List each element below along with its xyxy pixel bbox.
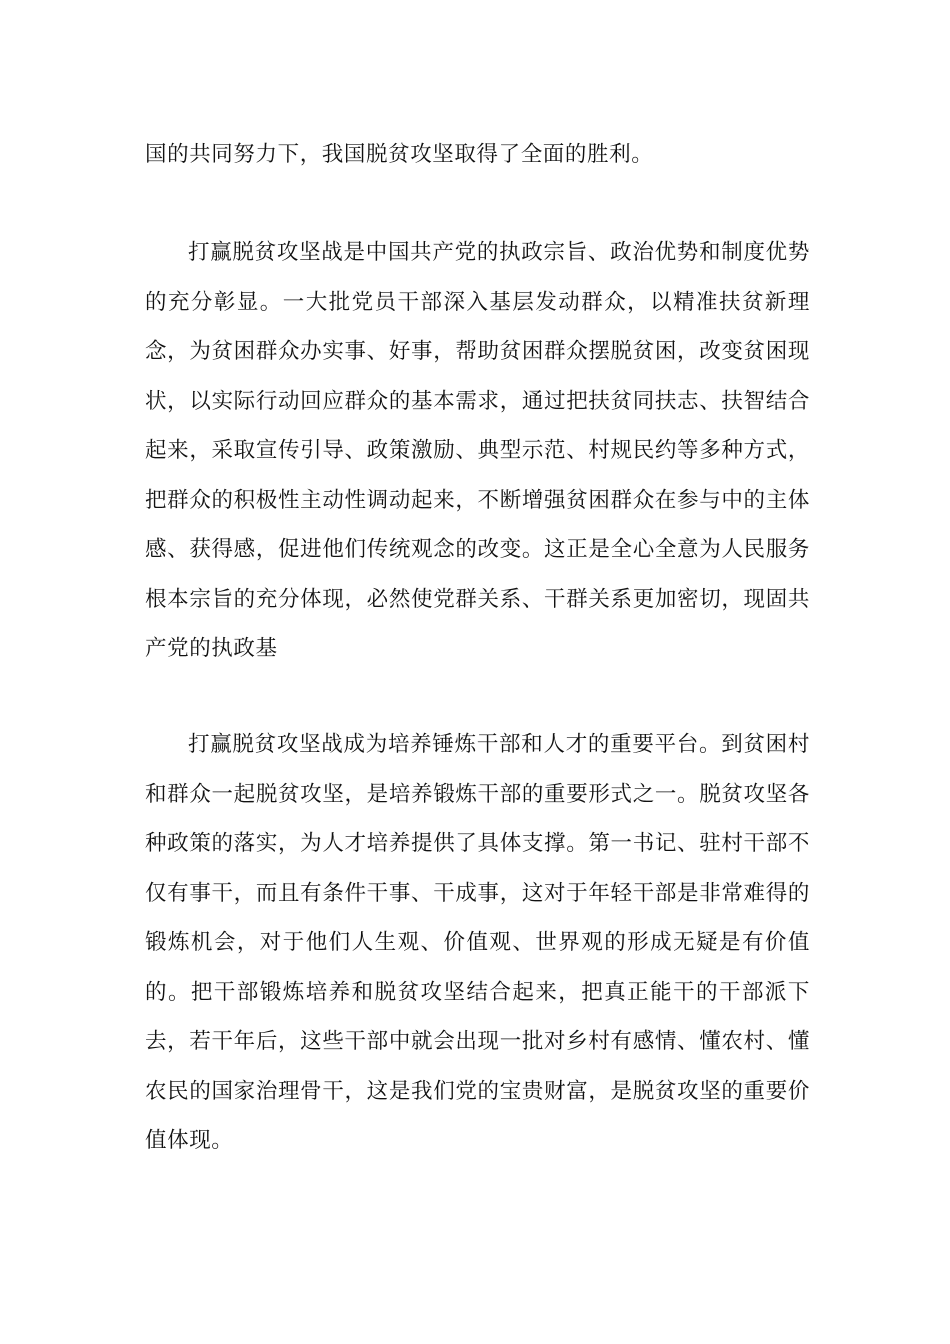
paragraph-party-governance: 打赢脱贫攻坚战是中国共产党的执政宗旨、政治优势和制度优势的充分彰显。一大批党员干部深入基层发动群众，以精准扶贫新理念，为贫困群众办实事、好事，帮助贫困群众摆脱贫困，改变贫困现状，以实际行动回应群众的基本需求，通过把扶贫同扶志、扶智结合起来，采取宣传引导、政策激励、典型示范、村规民约等多种方式，把群众的积极性主动性调动起来，不断增强贫困群众在参与中的主体感、获得感，促进他们传统观念的改变。这正是全心全意为人民服务根本宗旨的充分体现，必然使党群关系、干群关系更加密切，现固共产党的执政基: [145, 240, 810, 661]
paragraph-continuation: 国的共同努力下，我国脱贫攻坚取得了全面的胜利。: [145, 142, 654, 167]
paragraph-cadre-training: 打赢脱贫攻坚战成为培养锤炼干部和人才的重要平台。到贫困村和群众一起脱贫攻坚，是培养锻炼干部的重要形式之一。脱贫攻坚各种政策的落实，为人才培养提供了具体支撑。第一书记、驻村干部不仅有事干，而且有条件干事、干成事，这对于年轻干部是非常难得的锻炼机会，对于他们人生观、价值观、世界观的形成无疑是有价值的。把干部锻炼培养和脱贫攻坚结合起来，把真正能干的干部派下去，若干年后，这些干部中就会出现一批对乡村有感情、懂农村、懂农民的国家治理骨干，这是我们党的宝贵财富，是脱贫攻坚的重要价值体现。: [145, 732, 810, 1153]
